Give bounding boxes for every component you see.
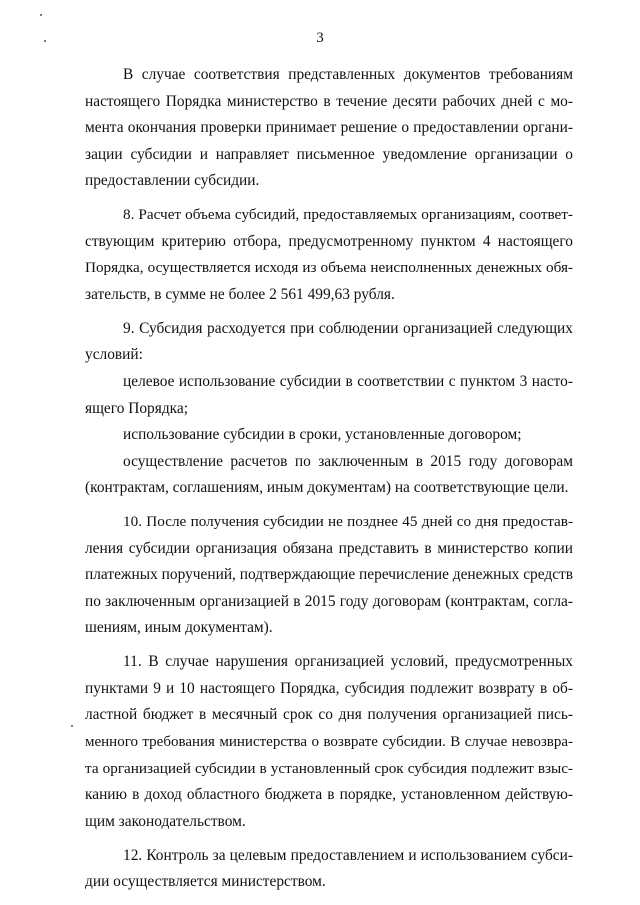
- text-line: та организацией субсидии в установленный срок субсидия подлежит взыс-: [85, 759, 573, 777]
- page-number: 3: [316, 30, 324, 46]
- text-line: Порядка, осуществляется исходя из объема неисполненных денежных обя-: [85, 259, 573, 277]
- paragraph-8: [85, 202, 573, 308]
- text-line: менного требования министерства о возврате субсидии. В случае невозвра-: [85, 734, 573, 750]
- text-line: мента окончания проверки принимает решение о предоставлении органи-: [85, 119, 573, 137]
- text-line: ластной бюджет в месячный срок со дня получения организацией пись-: [85, 706, 573, 724]
- text-line: зации субсидии и направляет письменное уведомление организации о: [85, 145, 573, 163]
- paragraph-intro: [85, 62, 573, 195]
- text-line: зательств, в сумме не более 2 561 499,63 рубля.: [85, 285, 395, 303]
- text-line: 10. После получения субсидии не позднее 45 дней со дня предостав-: [123, 513, 573, 531]
- text-line: пунктами 9 и 10 настоящего Порядка, субсидия подлежит возврату в об-: [85, 679, 573, 697]
- text-line: (контрактам, соглашениям, иным документам) на соответствующие цели.: [85, 479, 569, 497]
- text-line: 11. В случае нарушения организацией условий, предусмотренных: [123, 653, 573, 671]
- text-line: предоставлении субсидии.: [85, 172, 260, 190]
- document-body: [85, 62, 573, 896]
- text-line: осуществление расчетов по заключенным в 2015 году договорам: [123, 452, 573, 470]
- condition-3: [85, 449, 573, 502]
- scan-speck: [71, 725, 73, 727]
- text-line: 9. Субсидия расходуется при соблюдении организацией следующих: [123, 319, 573, 337]
- text-line: В случае соответствия представленных документов требованиям: [123, 66, 573, 83]
- text-line: использование субсидии в сроки, установленные договором;: [123, 426, 522, 444]
- text-line: целевое использование субсидии в соответствии с пунктом 3 насто-: [123, 372, 573, 390]
- text-line: условий:: [85, 346, 143, 364]
- condition-1: [85, 369, 573, 422]
- scan-speck: [40, 14, 42, 16]
- paragraph-11: [85, 649, 573, 835]
- text-line: по заключенным организацией в 2015 году договорам (контрактам, согла-: [85, 592, 573, 610]
- text-line: платежных поручений, подтверждающие перечисление денежных средств: [85, 566, 574, 584]
- text-line: ствующим критерию отбора, предусмотренному пунктом 4 настоящего: [85, 232, 573, 250]
- text-line: 8. Расчет объема субсидий, предоставляемых организациям, соответ-: [123, 206, 573, 224]
- text-line: дии осуществляется министерством.: [85, 873, 326, 891]
- condition-2: [85, 422, 573, 449]
- text-line: шениям, иным документам).: [85, 619, 273, 637]
- text-line: ления субсидии организация обязана представить в министерство копии: [85, 539, 573, 557]
- text-line: щим законодательством.: [85, 812, 246, 830]
- text-line: 12. Контроль за целевым предоставлением и использованием субси-: [123, 846, 573, 864]
- text-line: настоящего Порядка министерство в течение десяти рабочих дней с мо-: [85, 92, 573, 110]
- text-line: ящего Порядка;: [85, 399, 188, 417]
- scan-speck: [44, 40, 46, 42]
- text-line: канию в доход областного бюджета в порядке, установленном действую-: [85, 786, 573, 804]
- paragraph-10: [85, 509, 573, 642]
- paragraph-9: [85, 316, 573, 369]
- paragraph-12: [85, 843, 573, 896]
